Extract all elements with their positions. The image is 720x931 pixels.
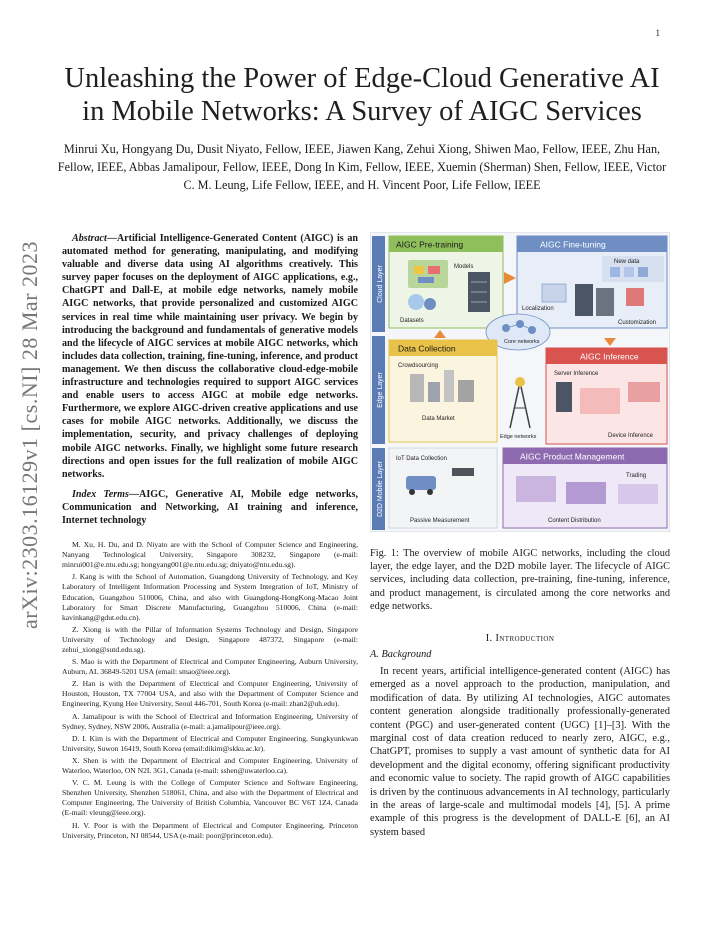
panel-title-pretraining: AIGC Pre-training (396, 239, 464, 250)
author-footnotes (62, 540, 358, 841)
datasets-icon (408, 294, 424, 310)
label-passive-measurement: Passive Measurement (410, 518, 470, 524)
tower-signal-icon (515, 377, 525, 387)
subsection-title: A. Background (370, 649, 432, 661)
label-localization: Localization (522, 306, 554, 312)
vehicle-icon (406, 476, 436, 490)
panel-iot-collection (389, 448, 497, 528)
gear-icon (626, 288, 644, 306)
footnote: Z. Xiong is with the Pillar of Information Systems Technology and Design, Singapore University of Technology and Design, Singapore 487372, Singapore (e-mail: zehui_xiong@sutd.edu.sg). (62, 624, 358, 654)
paper-title: Unleashing the Power of Edge-Cloud Generative AI in Mobile Networks: A Survey of AIGC Services (64, 63, 660, 127)
overview-figure (370, 232, 670, 532)
footnote: H. V. Poor is with the Department of Electrical and Computer Engineering, Princeton University, Princeton, NJ 08544, USA (e-mail: poor@princeton.edu). (62, 820, 358, 840)
layer-bars (372, 236, 385, 530)
panel-title-inference: AIGC Inference (580, 351, 639, 362)
footnote: X. Shen is with the Department of Electrical and Computer Engineering, University of Waterloo, Waterloo, ON N2L 3G1, Canada (e-mail: sshen@uwaterloo.ca). (62, 755, 358, 776)
footnote: M. Xu, H. Du, and D. Niyato are with the School of Computer Science and Engineering, Nanyang Technological University, Singapore 308232, Singapore (e-mail: minrui001@e.ntu.edu.sg; hongyang001@e.ntu.edu.sg; dniyato@ntu.edu.sg). (62, 540, 358, 570)
panel-title-collection: Data Collection (398, 343, 456, 354)
figure-caption: Fig. 1: The overview of mobile AIGC networks, including the cloud layer, the edge layer, and the D2D mobile layer. The lifecycle of AIGC services, including data collection, pre-training, fine-tuning, inference, and product management, is circulated among the core networks and edge networks. (370, 548, 670, 612)
panel-pretraining (389, 236, 503, 328)
right-column (370, 232, 670, 839)
panel-inference (546, 348, 667, 444)
intro-paragraph: In recent years, artificial intelligence-generated content (AIGC) has emerged as a novel approach to the production, manipulation, and modification of data. By utilizing AI technologies, AIGC automates content generation alongside traditionally professionally-generated content (PGC) and user-generated content (UGC) [1]–[3]. With the marginal cost of data creation reduced to nearly zero, AIGC, e.g., ChatGPT, promises to supply a vast amount of synthetic data for AI development and the digital economy, offering significant productivity and economic value to society. The rapid growth of AIGC capabilities is driven by the continuous advancements in AI technology, particularly in the areas of large-scale and multimodal models [4], [5]. A prime example of this progress is the development of DALL-E [6], an AI system based (370, 666, 670, 838)
label-models: Models (454, 264, 474, 270)
footnote: S. Mao is with the Department of Electrical and Computer Engineering, Auburn University, Auburn, AL 36849-5201 USA (email: smao@ieee.org). (62, 657, 358, 677)
panel-data-collection (389, 340, 497, 442)
footnote: Z. Han is with the Department of Electrical and Computer Engineering, University of Houston, Houston, TX 77004 USA, and also with the Department of Computer Science and Engineering, Kyung Hee University, Seoul 446-701, South Korea (e-mail: zhan2@uh.edu). (62, 679, 358, 709)
index-terms-text: —AIGC, Generative AI, Mobile edge networks, Communication and Networking, AI training and inference, Internet technology (62, 488, 358, 526)
drone-icon (452, 468, 474, 476)
abstract-label: Abstract— (72, 233, 117, 244)
label-trading: Trading (626, 473, 647, 479)
footnote: A. Jamalipour is with the School of Electrical and Information Engineering, University of Sydney, Sydney, NSW 2006, Australia (e-mail: a.jamalipour@ieee.org). (62, 711, 358, 731)
label-new-data: New data (614, 259, 640, 265)
label-customization: Customization (618, 320, 657, 326)
panel-title-finetuning: AIGC Fine-tuning (540, 239, 606, 250)
footnote: V. C. M. Leung is with the College of Computer Science and Software Engineering, Shenzhen University, Shenzhen 518061, China, and also with the Department of Electrical and Computer Engineering, The University of British Columbia, Vancouver BC V6T 1Z4, Canada (E-mail: vleung@ieee.org). (62, 778, 358, 818)
panel-title-product: AIGC Product Management (520, 451, 625, 462)
label-edge-networks: Edge networks (500, 434, 537, 440)
panel-product-management (503, 448, 667, 528)
label-iot-collection: IoT Data Collection (396, 456, 447, 462)
label-core-networks: Core networks (504, 339, 540, 345)
layer-label-d2d: D2D Mobile Layer (377, 460, 384, 518)
data-cubes-icon (610, 267, 620, 277)
page-number: 1 (655, 28, 660, 38)
footnote: J. Kang is with the School of Automation, Guangdong University of Technology, and Key Laboratory of Intelligent Information Processing and System Integration of IoT, Ministry of Education, Guangzhou 510006, China, and also with Guangdong-HongKong-Macao Joint Laboratory for Smart Discrete Manufacturing, Guangzhou 510006, China (e-mail: kavinkang@gdut.edu.cn). (62, 572, 358, 622)
gpu-rack-icon (575, 284, 593, 316)
layer-label-cloud: Cloud Layer (377, 265, 384, 303)
arxiv-watermark (10, 200, 50, 670)
abstract (62, 232, 358, 481)
arxiv-id: arXiv:2303.16129v1 [cs.NI] 28 Mar 2023 (17, 240, 42, 630)
footnote: D. I. Kim is with the Department of Electrical and Computer Engineering, Sungkyunkwan University, Suwon 16419, South Korea (email:dikim@skku.ac.kr). (62, 733, 358, 753)
abstract-text: Artificial Intelligence-Generated Content (AIGC) is an automated method for generating, manipulating, and modifying valuable and diverse data using AI algorithms creatively. This survey paper focuses on the deployment of AIGC applications, e.g., ChatGPT and Dall-E, at mobile edge networks, namely mobile AIGC networks, that provide personalized and customized AIGC services in real time while maintaining user privacy. We begin by introducing the background and fundamentals of generative models and the lifecycle of AIGC services at mobile AIGC networks, which includes data collection, training, fine-tuning, inference, and product management. We then discuss the collaborative cloud-edge-mobile infrastructure and technologies required to support AIGC services and enable users to access AIGC at mobile edge networks. Furthermore, we explore AIGC-driven creative applications and use cases for mobile AIGC networks. Additionally, we discuss the implementation, security, and privacy challenges of deploying mobile AIGC networks. Finally, we highlight some future research directions and open issues for the full realization of mobile AIGC networks. (62, 233, 358, 480)
index-terms-label: Index Terms (72, 488, 129, 500)
users-icon (516, 476, 556, 502)
section-title: I. Introduction (485, 633, 555, 645)
label-content-distribution: Content Distribution (548, 518, 601, 524)
label-device-inference: Device Inference (608, 433, 654, 439)
label-crowdsourcing: Crowdsourcing (398, 363, 439, 369)
label-data-market: Data Market (422, 416, 455, 422)
label-server-inference: Server Inference (554, 371, 599, 377)
label-datasets: Datasets (400, 318, 424, 324)
panel-finetuning (517, 236, 667, 328)
index-terms (62, 488, 358, 527)
left-column (62, 232, 358, 843)
city-icon (410, 374, 424, 402)
edge-server-icon (556, 382, 572, 412)
author-list: Minrui Xu, Hongyang Du, Dusit Niyato, Fellow, IEEE, Jiawen Kang, Zehui Xiong, Shiwen Mao, Fellow, IEEE, Zhu Han, Fellow, IEEE, Abbas Jamalipour, Fellow, IEEE, Dong In Kim, Fellow, IEEE, Xuemin (Sherman) Shen, Fellow, IEEE, Victor C. M. Leung, Life Fellow, IEEE, and H. Vincent Poor, Life Fellow, IEEE (57, 142, 667, 192)
layer-label-edge: Edge Layer (377, 372, 384, 408)
